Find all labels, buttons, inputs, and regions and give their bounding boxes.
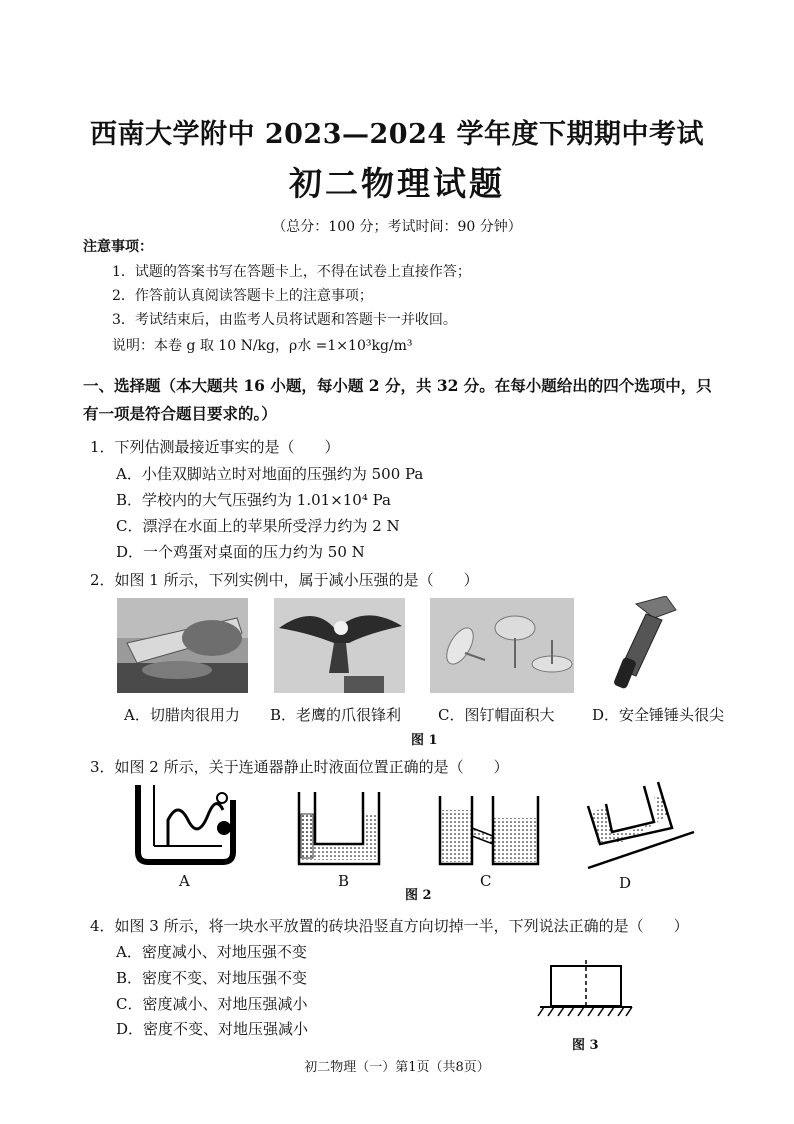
- exam-meta: （总分：100 分；考试时间：90 分钟）: [272, 219, 522, 235]
- q4-option-d: D．密度不变、对地压强减小: [116, 1020, 309, 1038]
- fig1-caption-b: B．老鹰的爪很锋利: [270, 706, 402, 724]
- fig2-label-c: C: [480, 872, 492, 890]
- knife-cutting-illustration: [117, 598, 248, 693]
- notice-item-3: 3．考试结束后，由监考人员将试题和答题卡一并收回。: [112, 312, 457, 328]
- brick-diagram: [536, 960, 636, 1026]
- fig2-label-d: D: [619, 874, 632, 892]
- knife-photo: [117, 598, 248, 693]
- q1-option-c: C．漂浮在水面上的苹果所受浮力约为 2 N: [116, 517, 400, 535]
- eagle-illustration: [274, 598, 405, 693]
- q1-option-a: A．小佳双脚站立时对地面的压强约为 500 Pa: [116, 465, 424, 483]
- fig1-caption-c: C．图钉帽面积大: [438, 706, 555, 724]
- safety-hammer-illustration: [606, 596, 680, 693]
- notice-item-1: 1．试题的答案书写在答题卡上，不得在试卷上直接作答；: [112, 264, 471, 280]
- fig2-label-b: B: [338, 872, 350, 890]
- fig2-label: 图 2: [405, 888, 432, 903]
- page-footer: 初二物理（一）第1页（共8页）: [304, 1060, 490, 1075]
- q1-option-b: B．学校内的大气压强约为 1.01×10⁴ Pa: [116, 491, 391, 509]
- q3-stem: 3．如图 2 所示，关于连通器静止时液面位置正确的是（ ）: [90, 758, 509, 776]
- exam-title: 西南大学附中 2023—2024 学年度下期期中考试: [89, 119, 705, 150]
- fig1-label: 图 1: [411, 733, 438, 748]
- fig1-caption-d: D．安全锤锤头很尖: [592, 706, 725, 724]
- notice-explain: 说明：本卷 g 取 10 N/kg，ρ水 =1×10³kg/m³: [112, 338, 413, 354]
- fig2-label-a: A: [179, 872, 190, 890]
- notice-heading: 注意事项：: [83, 239, 153, 255]
- q4-option-a: A．密度减小、对地压强不变: [116, 943, 307, 961]
- connector-diagram-b: [297, 790, 381, 866]
- connector-diagram-a: [128, 780, 244, 870]
- subject-title: 初二物理试题: [289, 164, 505, 203]
- eagle-photo: [274, 598, 405, 693]
- notice-item-2: 2．作答前认真阅读答题卡上的注意事项；: [112, 288, 373, 304]
- fig3-label: 图 3: [572, 1038, 599, 1053]
- connector-diagram-c: [437, 796, 541, 868]
- safety-hammer-photo: [606, 596, 680, 693]
- q4-option-c: C．密度减小、对地压强减小: [116, 995, 308, 1013]
- fig1-caption-a: A．切腊肉很用力: [124, 706, 240, 724]
- connector-diagram-d: [584, 776, 696, 872]
- section-heading: 一、选择题（本大题共 16 小题，每小题 2 分，共 32 分。在每小题给出的四个选项中，只有一项是符合题目要求的。）: [83, 376, 712, 423]
- q1-option-d: D．一个鸡蛋对桌面的压力约为 50 N: [116, 543, 365, 561]
- q1-stem: 1．下列估测最接近事实的是（ ）: [90, 438, 340, 456]
- q4-option-b: B．密度不变、对地压强不变: [116, 969, 308, 987]
- q4-stem: 4．如图 3 所示，将一块水平放置的砖块沿竖直方向切掉一半，下列说法正确的是（ ）: [90, 917, 689, 935]
- thumbtack-illustration: [430, 598, 574, 693]
- thumbtack-photo: [430, 598, 574, 693]
- q2-stem: 2．如图 1 所示，下列实例中，属于减小压强的是（ ）: [90, 571, 479, 589]
